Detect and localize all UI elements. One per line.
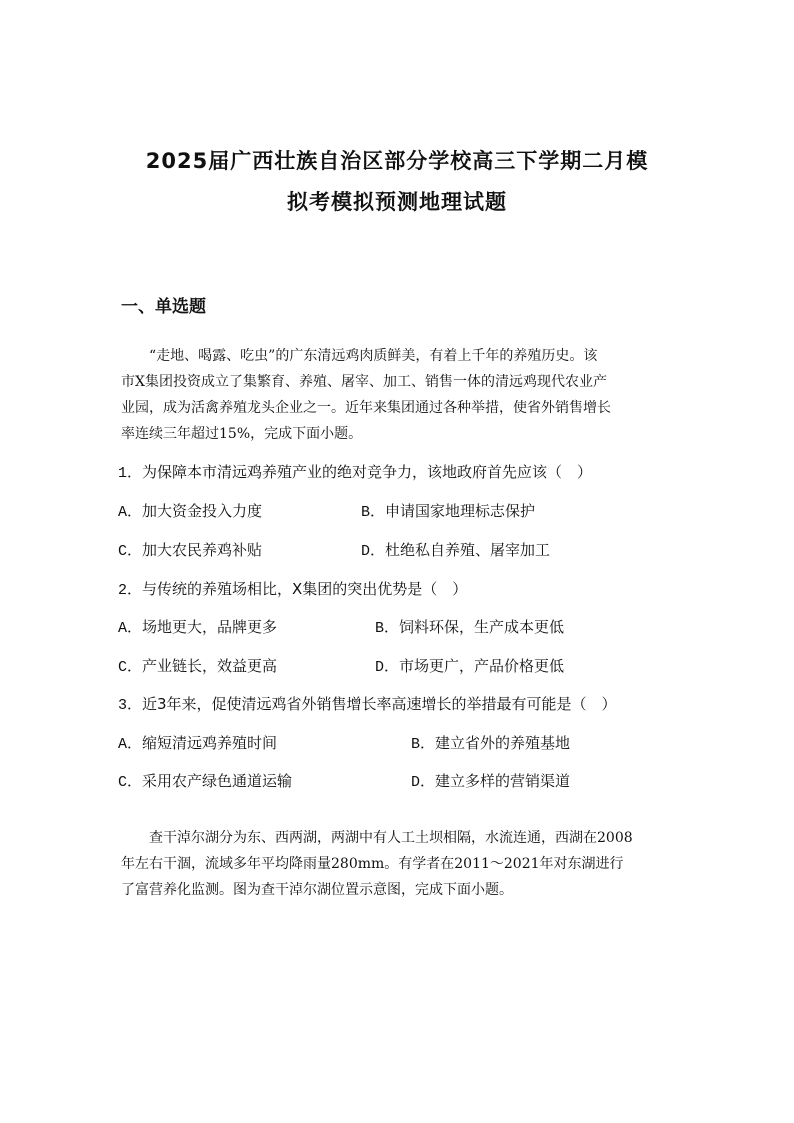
question-2-option-b[interactable]: B．饲料环保，生产成本更低 — [375, 618, 565, 637]
passage-2-line-1: 查干淖尔湖分为东、西两湖，两湖中有人工土坝相隔，水流连通，西湖在2008 — [149, 830, 633, 846]
question-3-option-a[interactable]: A．缩短清远鸡养殖时间 — [118, 734, 278, 753]
question-1-option-a[interactable]: A．加大资金投入力度 — [118, 502, 263, 521]
question-2-option-c[interactable]: C．产业链长，效益更高 — [118, 657, 278, 676]
passage-1-line-4: 率连续三年超过15%，完成下面小题。 — [121, 426, 363, 442]
passage-1-line-3: 业园，成为活禽养殖龙头企业之一。近年来集团通过各种举措，使省外销售增长 — [121, 400, 611, 416]
section-heading: 一、单选题 — [121, 297, 206, 317]
passage-1-line-2: 市X集团投资成立了集繁育、养殖、屠宰、加工、销售一体的清远鸡现代农业产 — [121, 374, 607, 390]
question-3-stem: 3．近3年来，促使清远鸡省外销售增长率高速增长的举措最有可能是（ ） — [118, 695, 617, 714]
document-title-line-2: 拟考模拟预测地理试题 — [287, 190, 507, 214]
reading-passage-1 — [121, 343, 671, 447]
question-1-option-d[interactable]: D．杜绝私自养殖、屠宰加工 — [361, 541, 551, 560]
question-1-option-b[interactable]: B．申请国家地理标志保护 — [361, 502, 536, 521]
question-1-option-c[interactable]: C．加大农民养鸡补贴 — [118, 541, 263, 560]
question-3-option-d[interactable]: D．建立多样的营销渠道 — [411, 772, 571, 791]
question-3-option-c[interactable]: C．采用农产绿色通道运输 — [118, 772, 293, 791]
passage-2-line-3: 了富营养化监测。图为查干淖尔湖位置示意图，完成下面小题。 — [121, 882, 513, 898]
question-2-option-a[interactable]: A．场地更大，品牌更多 — [118, 618, 278, 637]
question-1-stem: 1．为保障本市清远鸡养殖产业的绝对竞争力，该地政府首先应该（ ） — [118, 463, 593, 482]
passage-2-line-2: 年左右干涸，流域多年平均降雨量280mm。有学者在2011～2021年对东湖进行 — [121, 856, 624, 872]
passage-1-line-1: “走地、喝露、吃虫”的广东清远鸡肉质鲜美，有着上千年的养殖历史。该 — [149, 348, 598, 364]
document-title-line-1: 2025届广西壮族自治区部分学校高三下学期二月模 — [145, 149, 649, 173]
reading-passage-2 — [121, 825, 671, 903]
question-3-option-b[interactable]: B．建立省外的养殖基地 — [411, 734, 571, 753]
question-2-option-d[interactable]: D．市场更广，产品价格更低 — [375, 657, 565, 676]
question-2-stem: 2．与传统的养殖场相比，X集团的突出优势是（ ） — [118, 580, 468, 599]
